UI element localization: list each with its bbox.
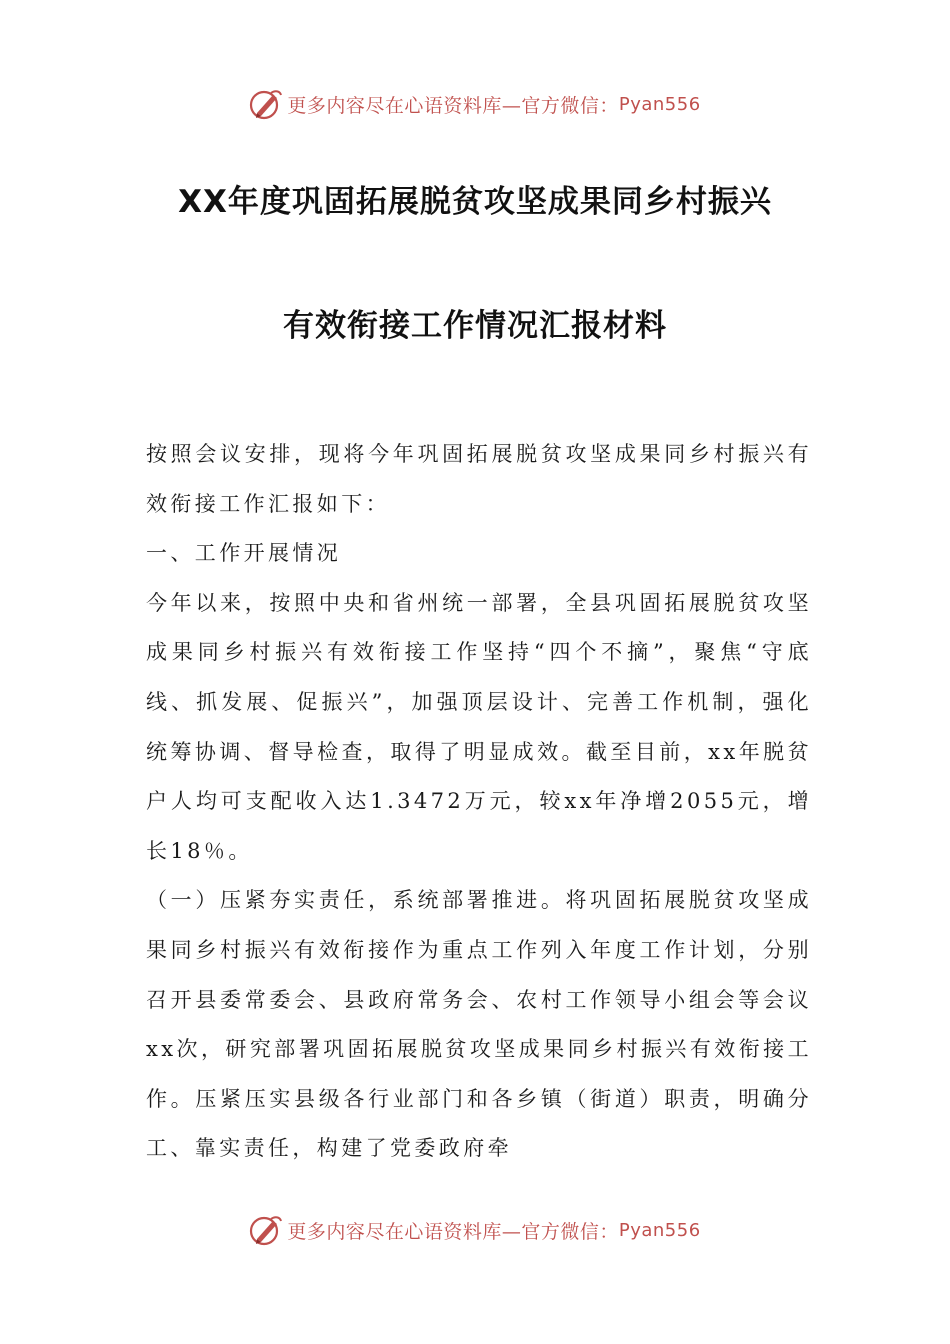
pen-circle-logo-icon xyxy=(249,1213,283,1247)
pen-circle-logo-icon xyxy=(249,87,283,121)
document-title-line1: XX年度巩固拓展脱贫攻坚成果同乡村振兴 xyxy=(178,184,772,220)
watermark-text: 更多内容尽在心语资料库—官方微信： xyxy=(287,94,619,117)
document-title-line2: 有效衔接工作情况汇报材料 xyxy=(283,308,667,344)
paragraph-responsibility: （一）压紧夯实责任，系统部署推进。将巩固拓展脱贫攻坚成果同乡村振兴有效衔接作为重点工作列入年度工作计划，分别召开县委常委会、县政府常务会、农村工作领导小组会等会议xx次，研究部署巩固拓展脱贫攻坚成果同乡村振兴有效衔接工作。压紧压实县级各行业部门和各乡镇（街道）职责，明确分工、靠实责任，构建了党委政府牵 xyxy=(146,888,812,1161)
watermark-contact: Pyan556 xyxy=(618,1219,701,1241)
paragraph-overview: 今年以来，按照中央和省州统一部署，全县巩固拓展脱贫攻坚成果同乡村振兴有效衔接工作坚持“四个不摘”，聚焦“守底线、抓发展、促振兴”，加强顶层设计、完善工作机制，强化统筹协调、督导检查，取得了明显成效。截至目前，xx年脱贫户人均可支配收入达1.3472万元，较xx年净增2055元，增长18％。 xyxy=(146,590,812,863)
watermark-footer xyxy=(0,1210,950,1250)
watermark-contact: Pyan556 xyxy=(618,93,701,115)
watermark-text: 更多内容尽在心语资料库—官方微信： xyxy=(287,1220,619,1243)
watermark-header xyxy=(0,84,950,124)
section-heading: 一、工作开展情况 xyxy=(146,541,342,566)
paragraph-intro: 按照会议安排，现将今年巩固拓展脱贫攻坚成果同乡村振兴有效衔接工作汇报如下： xyxy=(146,442,812,516)
document-body xyxy=(146,430,812,1174)
